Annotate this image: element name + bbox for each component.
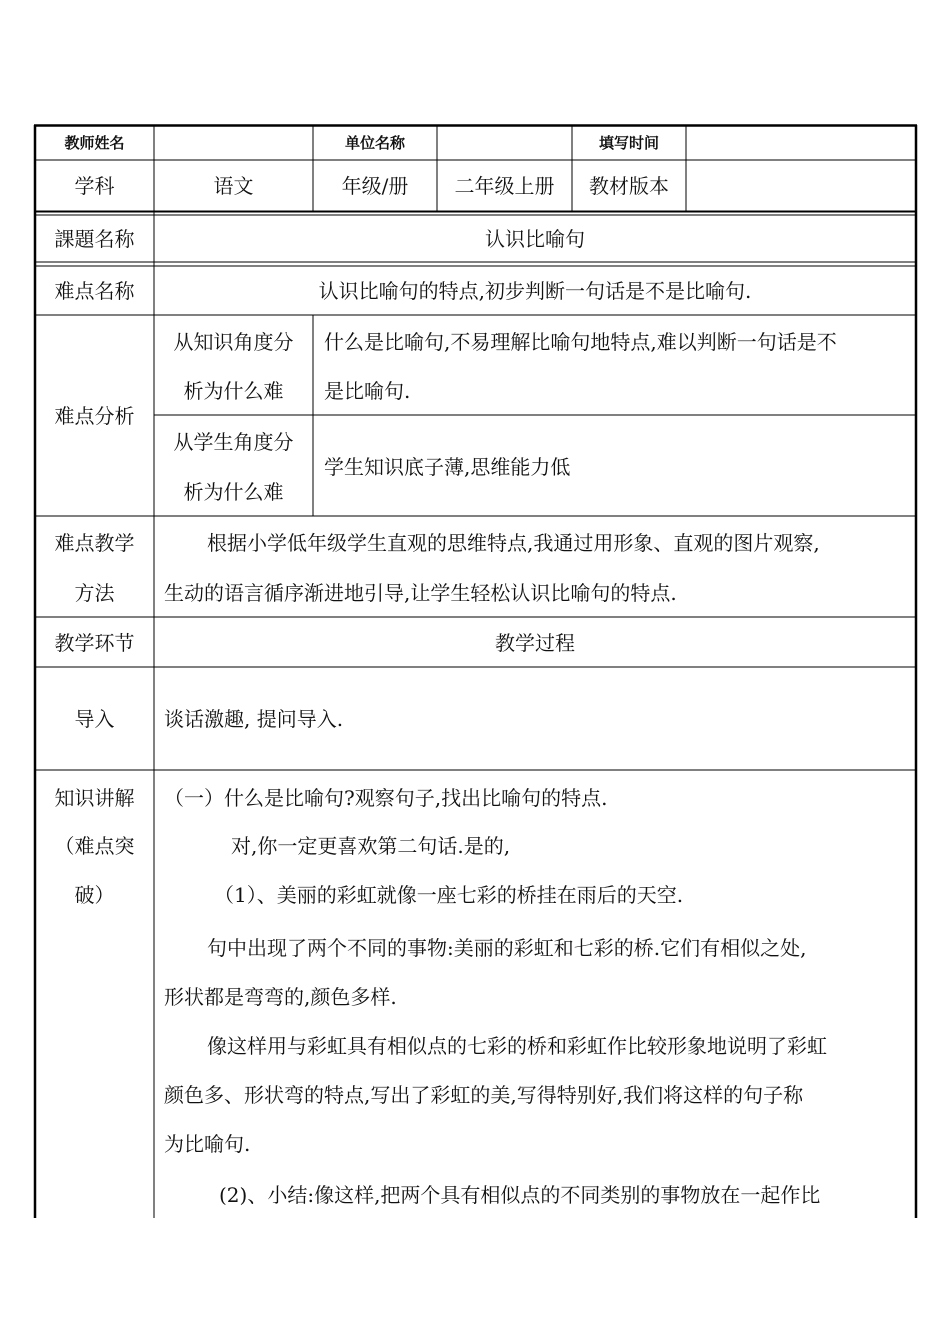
method-text-line2: 生动的语言循序渐进地引导,让学生轻松认识比喻句的特点. bbox=[164, 581, 677, 605]
teaching-process-label: 教学过程 bbox=[495, 631, 575, 655]
knowledge-angle-label-line1: 从知识角度分 bbox=[173, 330, 294, 354]
knowledge-angle-label-line2: 析为什么难 bbox=[183, 379, 284, 403]
knowledge-line: （一）什么是比喻句?观察句子,找出比喻句的特点. bbox=[164, 786, 608, 810]
analysis-label: 难点分析 bbox=[54, 404, 135, 428]
knowledge-line: 句中出现了两个不同的事物:美丽的彩虹和七彩的桥.它们有相似之处, bbox=[207, 936, 807, 960]
knowledge-line: （1）、美丽的彩虹就像一座七彩的桥挂在雨后的天空. bbox=[214, 883, 684, 907]
topic-value: 认识比喻句 bbox=[485, 227, 585, 251]
knowledge-line: 颜色多、形状弯的特点,写出了彩虹的美,写得特别好,我们将这样的句子称 bbox=[164, 1083, 804, 1107]
teacher-name-label: 教师姓名 bbox=[64, 134, 125, 152]
knowledge-angle-text-line2: 是比喻句. bbox=[324, 379, 411, 403]
knowledge-label-line2: （难点突 bbox=[54, 834, 135, 858]
edition-label: 教材版本 bbox=[589, 174, 669, 198]
difficulty-label: 难点名称 bbox=[54, 279, 135, 303]
intro-text: 谈话激趣, 提问导入. bbox=[164, 707, 344, 731]
method-label-line1: 难点教学 bbox=[54, 531, 135, 555]
knowledge-label-line1: 知识讲解 bbox=[54, 786, 135, 810]
grade-value: 二年级上册 bbox=[454, 174, 555, 198]
method-text-line1: 根据小学低年级学生直观的思维特点,我通过用形象、直观的图片观察, bbox=[207, 531, 820, 555]
knowledge-line: (2)、小结:像这样,把两个具有相似点的不同类别的事物放在一起作比 bbox=[219, 1183, 821, 1207]
knowledge-line: 形状都是弯弯的,颜色多样. bbox=[164, 985, 397, 1009]
grade-label: 年级/册 bbox=[341, 174, 409, 198]
fill-time-label: 填写时间 bbox=[598, 134, 659, 152]
unit-name-label: 单位名称 bbox=[344, 134, 405, 152]
knowledge-line: 为比喻句. bbox=[164, 1132, 251, 1156]
method-label-line2: 方法 bbox=[74, 581, 115, 605]
knowledge-line: 对,你一定更喜欢第二句话.是的, bbox=[231, 834, 511, 858]
teaching-stage-label: 教学环节 bbox=[54, 631, 135, 655]
topic-label: 課題名称 bbox=[54, 227, 135, 251]
difficulty-value: 认识比喻句的特点,初步判断一句话是不是比喻句. bbox=[318, 279, 752, 303]
subject-label: 学科 bbox=[74, 174, 115, 198]
knowledge-label-line3: 破） bbox=[74, 883, 115, 907]
knowledge-angle-text-line1: 什么是比喻句,不易理解比喻句地特点,难以判断一句话是不 bbox=[324, 330, 837, 354]
subject-value: 语文 bbox=[213, 174, 254, 198]
student-angle-text: 学生知识底子薄,思维能力低 bbox=[324, 455, 571, 479]
student-angle-label-line1: 从学生角度分 bbox=[173, 430, 294, 454]
intro-label: 导入 bbox=[74, 707, 115, 731]
knowledge-line: 像这样用与彩虹具有相似点的七彩的桥和彩虹作比较形象地说明了彩虹 bbox=[207, 1034, 827, 1058]
student-angle-label-line2: 析为什么难 bbox=[183, 480, 284, 504]
